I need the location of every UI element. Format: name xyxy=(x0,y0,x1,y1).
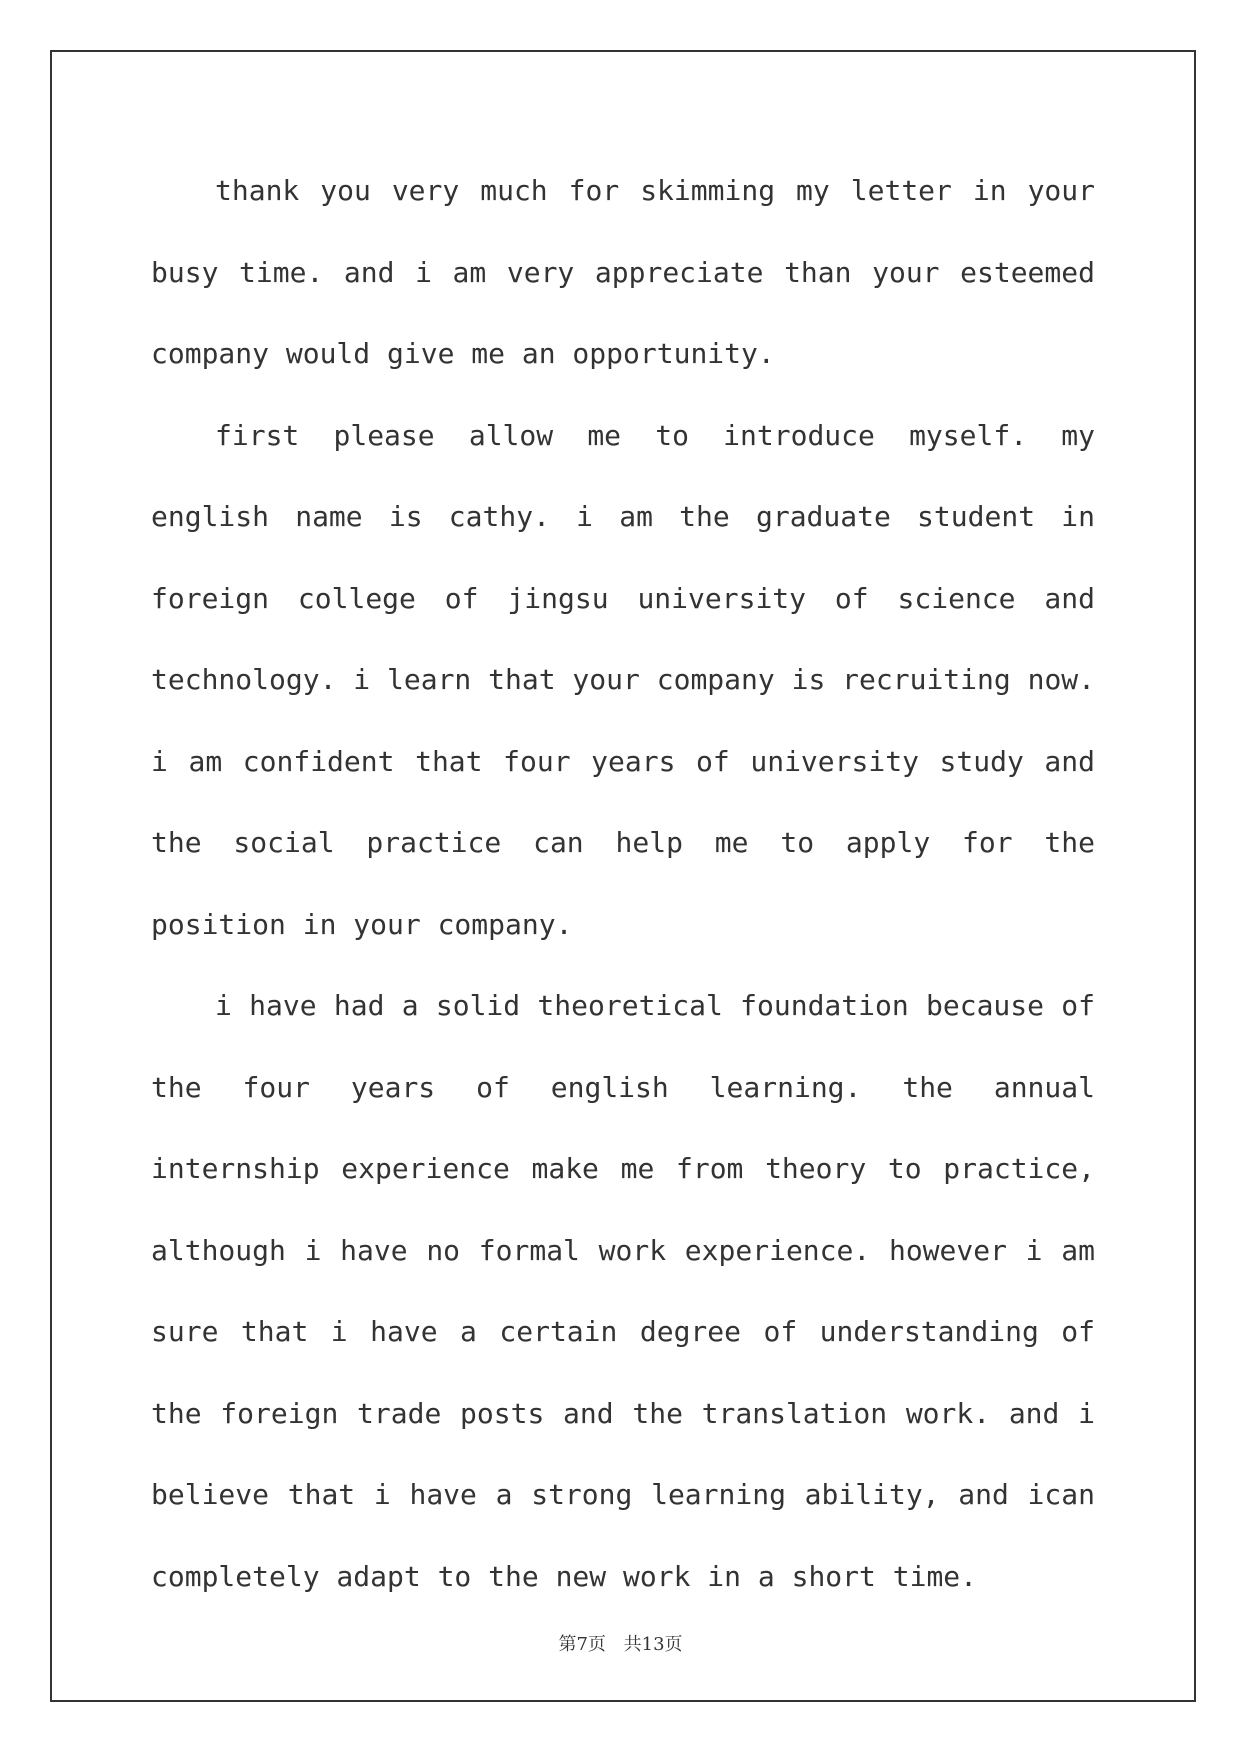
paragraph-1: thank you very much for skimming my letter in your busy time. and i am very appreciate than your esteemed company would give me an opportunity. xyxy=(151,174,1095,370)
document-body xyxy=(151,150,1095,1617)
page-footer xyxy=(0,1630,1241,1656)
paragraph-3: i have had a solid theoretical foundation because of the four years of english learning. the annual internship experience make me from theory to practice, although i have no formal work experience. however i am sure that i have a certain degree of understanding of the foreign trade posts and the translation work. and i believe that i have a strong learning ability, and ican completely adapt to the new work in a short time. xyxy=(151,989,1095,1593)
page-number: 第7页 xyxy=(558,1634,606,1655)
page-total: 共13页 xyxy=(623,1634,683,1655)
paragraph-2: first please allow me to introduce myself. my english name is cathy. i am the graduate student in foreign college of jingsu university of science and technology. i learn that your company is recruiting now. i am confident that four years of university study and the social practice can help me to apply for the position in your company. xyxy=(151,418,1096,941)
